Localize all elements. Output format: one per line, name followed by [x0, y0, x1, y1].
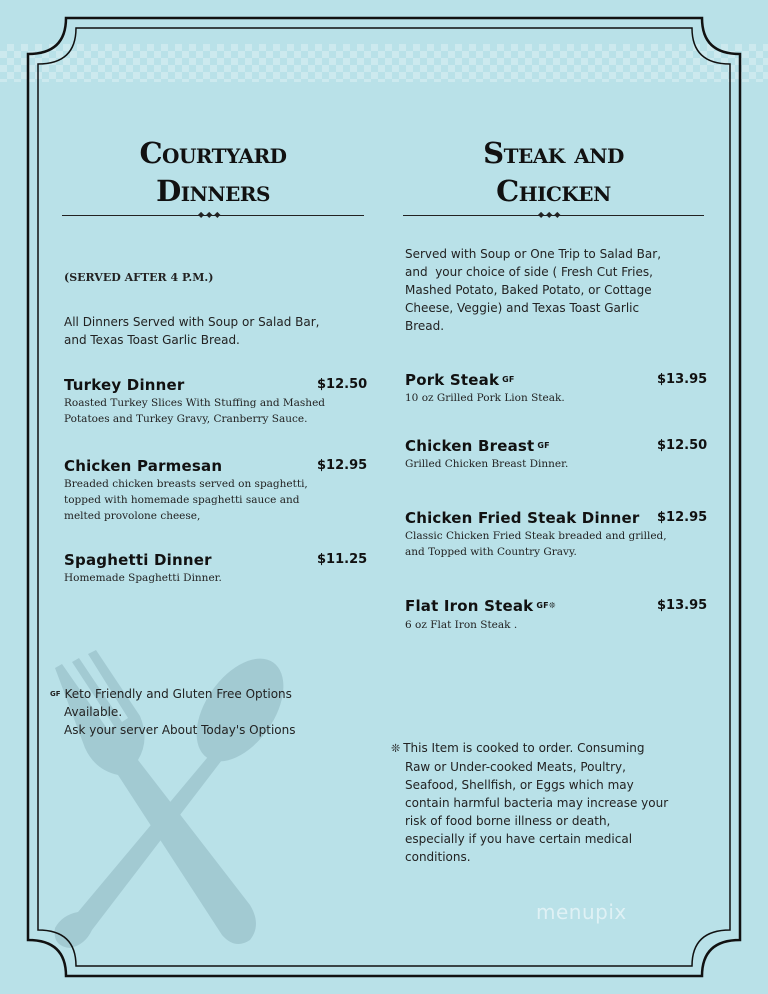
right-intro — [405, 245, 661, 335]
left-title-line1: Courtyard — [139, 136, 287, 170]
item-name-text: Flat Iron Steak — [405, 597, 534, 615]
menu-item-desc — [64, 476, 308, 524]
right-title-line1: Steak and — [483, 136, 624, 170]
undercooked-warning — [391, 739, 668, 866]
menu-item-price: $12.95 — [657, 510, 708, 525]
menu-item-price: $12.95 — [317, 458, 368, 473]
gf-note-line1 — [50, 685, 296, 703]
menu-item-desc — [64, 570, 222, 586]
menu-item-price: $13.95 — [657, 372, 708, 387]
gf-badge: GF — [502, 375, 515, 384]
menu-item-name: Chicken Parmesan — [64, 457, 223, 475]
menu-item-price: $13.95 — [657, 598, 708, 613]
intro-line: Mashed Potato, Baked Potato, or Cottage — [405, 283, 652, 297]
watermark: menupix — [536, 900, 627, 924]
menu-item-name: Chicken Fried Steak Dinner — [405, 509, 640, 527]
intro-line: Cheese, Veggie) and Texas Toast Garlic — [405, 301, 640, 315]
menu-item-name: Spaghetti Dinner — [64, 551, 212, 569]
desc-line: Breaded chicken breasts served on spaghetti, — [64, 478, 308, 490]
warning-line: risk of food borne illness or death, — [405, 814, 611, 828]
intro-line: Bread. — [405, 319, 445, 333]
served-after-note: (SERVED AFTER 4 P.M.) — [64, 271, 214, 284]
desc-line: topped with homemade spaghetti sauce and — [64, 494, 300, 506]
menu-item-desc — [405, 617, 517, 633]
menu-item-desc — [405, 456, 568, 472]
menu-item-name — [405, 437, 550, 455]
menu-item-name — [405, 597, 556, 615]
menu-item-price: $12.50 — [657, 438, 708, 453]
menu-item-desc — [64, 395, 325, 427]
gf-note-line3: Ask your server About Today's Options — [64, 723, 296, 737]
right-title-line2: Chicken — [496, 174, 611, 208]
gf-badge: GF — [537, 441, 550, 450]
gf-note-text: Keto Friendly and Gluten Free Options — [64, 687, 292, 701]
desc-line: melted provolone cheese, — [64, 510, 201, 522]
right-ornament: ◆◆◆ — [538, 210, 563, 219]
warning-line1 — [391, 739, 668, 758]
desc-line: Classic Chicken Fried Steak breaded and grilled, — [405, 530, 667, 542]
gf-badge: GF❊ — [536, 601, 556, 610]
desc-line: and Topped with Country Gravy. — [405, 546, 577, 558]
intro-line: Served with Soup or One Trip to Salad Bar, — [405, 247, 662, 261]
gf-note — [50, 685, 296, 739]
desc-line: 10 oz Grilled Pork Lion Steak. — [405, 392, 565, 404]
warning-text: This Item is cooked to order. Consuming — [403, 741, 645, 755]
menu-item-price: $12.50 — [317, 377, 368, 392]
right-title — [403, 134, 704, 210]
desc-line: Homemade Spaghetti Dinner. — [64, 572, 222, 584]
menu-item-desc — [405, 390, 565, 406]
intro-line: and your choice of side ( Fresh Cut Fries, — [405, 265, 653, 279]
desc-line: Potatoes and Turkey Gravy, Cranberry Sauce. — [64, 413, 308, 425]
menu-item-price: $11.25 — [317, 552, 368, 567]
warning-line: conditions. — [405, 850, 471, 864]
menu-item-name: Turkey Dinner — [64, 376, 185, 394]
warning-line: Raw or Under-cooked Meats, Poultry, — [405, 760, 626, 774]
asterisk-icon: ❊ — [391, 742, 401, 755]
warning-line: contain harmful bacteria may increase your — [405, 796, 669, 810]
left-title — [62, 134, 364, 210]
warning-line: especially if you have certain medical — [405, 832, 633, 846]
menu-item-desc — [405, 528, 667, 560]
menu-item-name — [405, 371, 515, 389]
left-ornament: ◆◆◆ — [198, 210, 223, 219]
desc-line: 6 oz Flat Iron Steak . — [405, 619, 518, 631]
left-intro: All Dinners Served with Soup or Salad Bar, and Texas Toast Garlic Bread. — [64, 315, 320, 347]
item-name-text: Pork Steak — [405, 371, 500, 389]
gf-note-line2: Available. — [64, 705, 123, 719]
desc-line: Roasted Turkey Slices With Stuffing and Mashed — [64, 397, 326, 409]
warning-line: Seafood, Shellfish, or Eggs which may — [405, 778, 634, 792]
desc-line: Grilled Chicken Breast Dinner. — [405, 458, 569, 470]
left-title-line2: Dinners — [156, 174, 270, 208]
gf-marker: GF — [50, 690, 61, 698]
item-name-text: Chicken Breast — [405, 437, 535, 455]
